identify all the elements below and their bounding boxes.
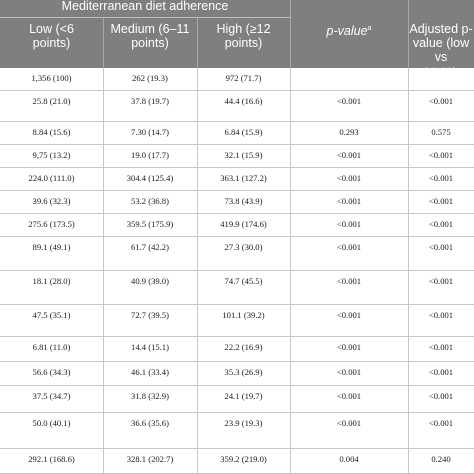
- table-cell-p: <0.001: [336, 418, 362, 428]
- table-cell-adj: <0.001: [428, 173, 454, 183]
- column-header-medium: [103, 22, 197, 50]
- table-cell-medium: 31.8 (32.9): [131, 391, 169, 401]
- table-row: [0, 122, 474, 145]
- table-cell-adj: <0.001: [428, 310, 454, 320]
- table-cell-high: 6.84 (15.9): [224, 127, 263, 137]
- table-cell-low: 8.84 (15.6): [32, 127, 71, 137]
- table-cell-adj: <0.001: [428, 276, 454, 286]
- table-cell-adj: <0.001: [428, 242, 454, 252]
- column-header-line: High (≥12: [216, 22, 271, 36]
- table-cell-adj: <0.001: [428, 391, 454, 401]
- table-cell-medium: 61.7 (42.2): [131, 242, 169, 252]
- table-cell-low: 47.5 (35.1): [32, 310, 71, 320]
- column-header-line: Medium (6–11: [110, 22, 190, 36]
- table-cell-high: 44.4 (16.6): [224, 96, 263, 106]
- table-row: [0, 386, 474, 413]
- column-header-line: points): [131, 36, 169, 50]
- table-cell-low: 6.81 (11.0): [32, 342, 71, 352]
- table-cell-adj: <0.001: [428, 418, 454, 428]
- table-cell-low: 39.6 (32.3): [32, 196, 71, 206]
- column-header-line: points): [32, 36, 71, 50]
- table-cell-p: <0.001: [336, 196, 362, 206]
- table-cell-low: 89.1 (49.1): [32, 242, 71, 252]
- table-cell-medium: 19.0 (17.7): [131, 150, 169, 160]
- table-cell-adj: <0.001: [428, 342, 454, 352]
- group-underline: [0, 17, 290, 18]
- table-cell-high: 359.2 (219.0): [220, 454, 267, 464]
- column-header-line: Low (<6: [29, 22, 74, 36]
- table-row: [0, 449, 474, 474]
- table-cell-p: <0.001: [336, 367, 362, 377]
- table-row: [0, 337, 474, 362]
- table-cell-p: <0.001: [336, 276, 362, 286]
- table-cell-low: 224.0 (111.0): [28, 173, 75, 183]
- table-cell-medium: 37.8 (19.7): [131, 96, 169, 106]
- table-cell-p: <0.001: [336, 242, 362, 252]
- table-cell-p: 0.293: [339, 127, 359, 137]
- table-cell-high: 363.1 (127.2): [220, 173, 267, 183]
- table-cell-high: 35.3 (26.9): [224, 367, 263, 377]
- table-cell-p: 0.004: [339, 454, 359, 464]
- table-row: [0, 191, 474, 214]
- column-header-low: [0, 22, 103, 50]
- table-cell-medium: 36.6 (35.6): [131, 418, 169, 428]
- table-cell-high: 972 (71.7): [225, 73, 262, 83]
- table-cell-medium: 14.4 (15.1): [131, 342, 169, 352]
- table-cell-high: 27.3 (30.0): [224, 242, 263, 252]
- table-cell-low: 56.6 (34.3): [32, 367, 71, 377]
- table-cell-high: 101.1 (39.2): [222, 310, 265, 320]
- table-cell-medium: 262 (19.3): [132, 73, 168, 83]
- table-cell-adj: 0.575: [431, 127, 451, 137]
- table-cell-adj: <0.001: [428, 196, 454, 206]
- column-header-line: high): [425, 66, 453, 81]
- table-cell-high: 22.2 (16.9): [224, 342, 263, 352]
- table-cell-adj: <0.001: [428, 150, 454, 160]
- table-cell-adj: <0.001: [428, 219, 454, 229]
- table-cell-low: 1,356 (100): [31, 73, 72, 83]
- table-row: [0, 305, 474, 337]
- table-cell-medium: 46.1 (33.4): [131, 367, 169, 377]
- column-header-line: value (low vs: [412, 36, 470, 64]
- table-cell-high: 32.1 (15.9): [224, 150, 263, 160]
- table-cell-low: 37.5 (34.7): [32, 391, 71, 401]
- table-cell-adj: 0.240: [431, 454, 451, 464]
- table-cell-medium: 7.30 (14.7): [131, 127, 169, 137]
- table-row: [0, 91, 474, 122]
- table-cell-p: <0.001: [336, 310, 362, 320]
- table-cell-low: 292.1 (168.6): [28, 454, 75, 464]
- column-header-high: [197, 22, 290, 50]
- column-header-line: points): [224, 36, 263, 50]
- table-row: [0, 168, 474, 191]
- table-cell-medium: 304.4 (125.4): [126, 173, 174, 183]
- group-title: Mediterranean diet adherence: [61, 0, 229, 13]
- table-cell-medium: 53.2 (36.8): [131, 196, 169, 206]
- table-cell-adj: <0.001: [428, 96, 454, 106]
- table-cell-medium: 40.9 (39.0): [131, 276, 169, 286]
- table-row: [0, 145, 474, 168]
- table-cell-p: <0.001: [336, 96, 362, 106]
- table-cell-p: <0.001: [336, 219, 362, 229]
- table-cell-p: <0.001: [336, 342, 362, 352]
- table-row: [0, 237, 474, 271]
- column-header-line: p-value: [326, 24, 368, 39]
- table-row: [0, 271, 474, 305]
- table-cell-low: 50.0 (40.1): [32, 418, 71, 428]
- table-row: [0, 214, 474, 237]
- table-cell-low: 25.8 (21.0): [32, 96, 71, 106]
- column-header-p-value: [290, 22, 408, 38]
- table-row: [0, 68, 474, 91]
- table-cell-high: 74.7 (45.5): [224, 276, 263, 286]
- table-cell-high: 73.8 (43.9): [224, 196, 263, 206]
- table-cell-p: <0.001: [336, 391, 362, 401]
- table-cell-high: 23.9 (19.3): [224, 418, 263, 428]
- table-cell-high: 24.1 (19.7): [224, 391, 263, 401]
- table-cell-low: 18.1 (28.0): [32, 276, 71, 286]
- table-row: [0, 413, 474, 449]
- table-cell-medium: 359.5 (175.9): [126, 219, 174, 229]
- table-cell-medium: 328.1 (202.7): [126, 454, 174, 464]
- table-cell-medium: 72.7 (39.5): [131, 310, 169, 320]
- table-cell-p: <0.001: [336, 173, 362, 183]
- table-row: [0, 362, 474, 386]
- table-cell-high: 419.9 (174.6): [220, 219, 267, 229]
- table-cell-low: 9,75 (13.2): [32, 150, 71, 160]
- footnote-marker: b: [452, 67, 457, 74]
- column-header-line: Adjusted p-: [409, 22, 473, 36]
- footnote-marker: a: [367, 25, 372, 32]
- table-cell-low: 275.6 (173.5): [28, 219, 75, 229]
- table-cell-adj: <0.001: [428, 367, 454, 377]
- table-cell-p: <0.001: [336, 150, 362, 160]
